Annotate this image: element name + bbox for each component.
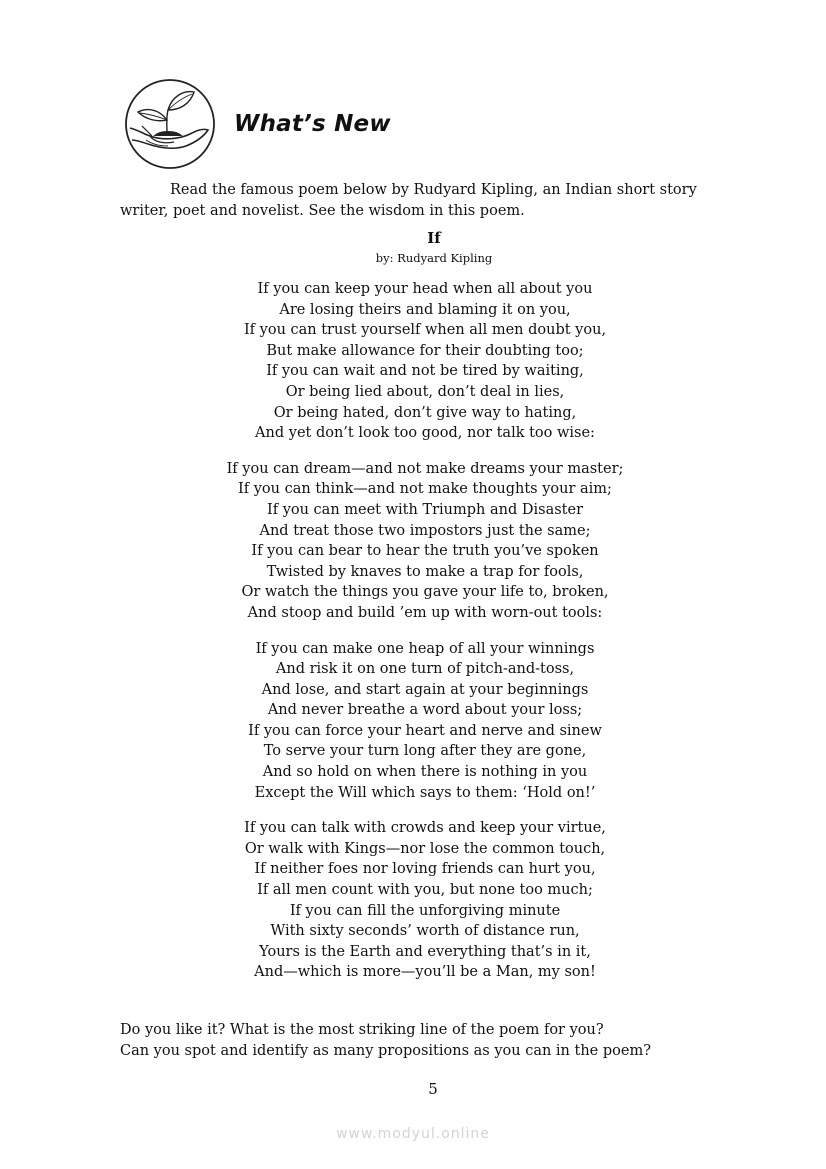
hand-with-seedling-icon bbox=[124, 78, 216, 170]
poem-line: If you can trust yourself when all men doubt you, bbox=[243, 322, 607, 339]
poem-line: If you can wait and not be tired by waiting, bbox=[266, 363, 584, 380]
poem-line: Or walk with Kings—nor lose the common touch, bbox=[244, 840, 606, 857]
poem-line: Or being lied about, don’t deal in lies, bbox=[285, 383, 565, 400]
poem-line: And treat those two impostors just the same; bbox=[259, 522, 591, 539]
poem-line: If you can dream—and not make dreams your master; bbox=[226, 460, 624, 477]
poem-line: If you can keep your head when all about you bbox=[257, 281, 593, 297]
intro-paragraph bbox=[120, 180, 710, 222]
poem-line: If you can fill the unforgiving minute bbox=[289, 902, 561, 919]
section-title: What’s New bbox=[234, 111, 391, 137]
poem-author: by: Rudyard Kipling bbox=[375, 251, 493, 265]
poem-line: Or being hated, don’t give way to hating, bbox=[273, 404, 577, 421]
page-number: 5 bbox=[428, 1080, 438, 1098]
poem-line: To serve your turn long after they are gone, bbox=[263, 743, 587, 760]
section-header bbox=[124, 78, 724, 170]
poem-body bbox=[0, 279, 826, 998]
poem-line: And stoop and build ’em up with worn-out tools: bbox=[247, 604, 603, 621]
poem-line: If all men count with you, but none too much; bbox=[257, 882, 593, 899]
poem-line: But make allowance for their doubting too; bbox=[266, 342, 584, 359]
question-line-1: Do you like it? What is the most striking line of the poem for you? bbox=[120, 1022, 604, 1038]
poem-stanza-2 bbox=[0, 459, 826, 624]
poem-line: And—which is more—you’ll be a Man, my son! bbox=[254, 964, 596, 981]
poem-title: If bbox=[427, 229, 441, 247]
watermark: www.modyul.online bbox=[336, 1126, 490, 1142]
poem-stanza-1 bbox=[0, 279, 826, 444]
poem-line: Are losing theirs and blaming it on you, bbox=[279, 301, 571, 318]
poem-line: If you can bear to hear the truth you’ve spoken bbox=[251, 543, 599, 560]
poem-line: With sixty seconds’ worth of distance run, bbox=[270, 923, 580, 940]
poem-line: And never breathe a word about your loss; bbox=[267, 702, 583, 719]
poem-line: Yours is the Earth and everything that’s in it, bbox=[259, 943, 591, 960]
poem-line: If you can force your heart and nerve and sinew bbox=[248, 722, 602, 739]
poem-line: If you can meet with Triumph and Disaster bbox=[266, 501, 584, 518]
poem-line: Twisted by knaves to make a trap for fools, bbox=[266, 563, 584, 580]
poem-line: If you can make one heap of all your winnings bbox=[255, 640, 595, 657]
poem-line: If neither foes nor loving friends can hurt you, bbox=[254, 861, 596, 878]
poem-line: And so hold on when there is nothing in you bbox=[262, 764, 588, 781]
poem-line: And yet don’t look too good, nor talk too wise: bbox=[255, 425, 595, 442]
poem-line: If you can talk with crowds and keep your virtue, bbox=[244, 820, 606, 837]
reflection-questions bbox=[120, 1020, 720, 1062]
intro-line-2: writer, poet and novelist. See the wisdom in this poem. bbox=[120, 203, 525, 219]
poem-line: Except the Will which says to them: ‘Hold on!’ bbox=[254, 784, 596, 801]
poem-line: Or watch the things you gave your life to, broken, bbox=[241, 584, 609, 601]
poem-stanza-3 bbox=[0, 639, 826, 804]
poem-stanza-4 bbox=[0, 818, 826, 983]
poem-line: If you can think—and not make thoughts your aim; bbox=[238, 481, 612, 498]
poem-line: And lose, and start again at your beginnings bbox=[261, 681, 589, 698]
poem-line: And risk it on one turn of pitch-and-toss, bbox=[275, 661, 575, 678]
intro-line-1: Read the famous poem below by Rudyard Kipling, an Indian short story bbox=[170, 182, 697, 198]
question-line-2: Can you spot and identify as many propositions as you can in the poem? bbox=[120, 1043, 651, 1059]
